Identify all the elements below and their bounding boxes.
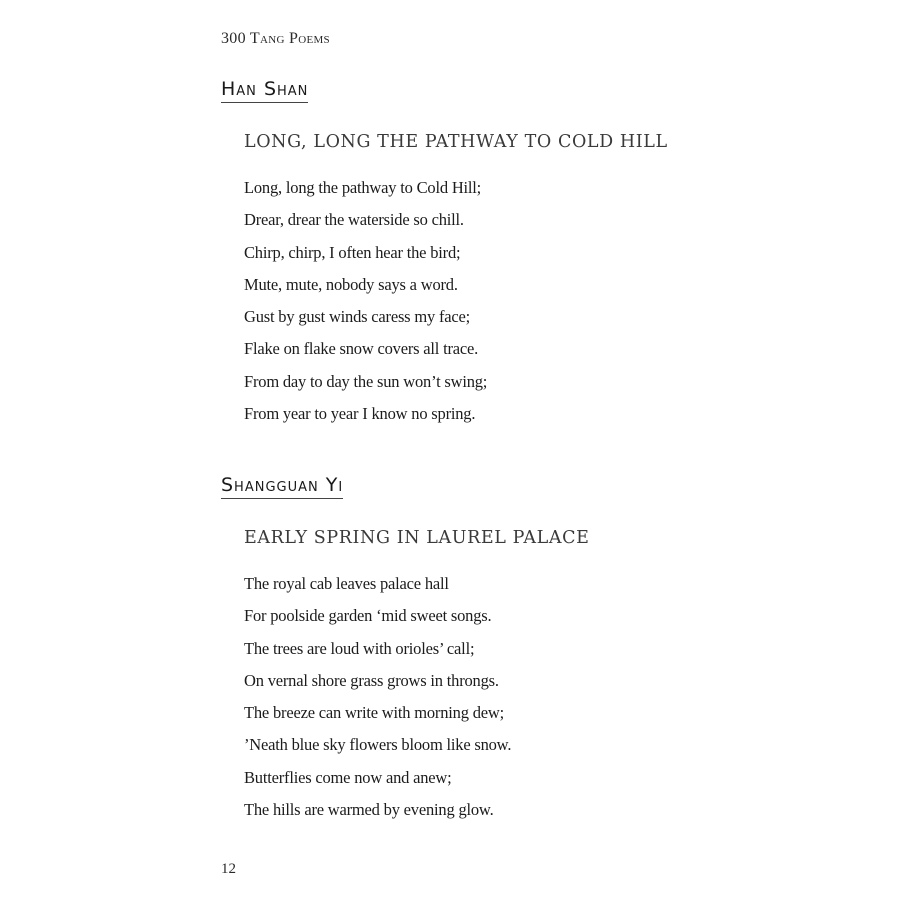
- poem-line: Gust by gust winds caress my face;: [244, 307, 470, 327]
- poet-name: Shangguan Yi: [221, 474, 343, 499]
- poem-line: Mute, mute, nobody says a word.: [244, 274, 458, 294]
- poem-line: Chirp, chirp, I often hear the bird;: [244, 242, 461, 262]
- poem-title: LONG, LONG THE PATHWAY TO COLD HILL: [244, 132, 668, 152]
- poem-lines: [244, 172, 821, 430]
- poem-line: Butterflies come now and anew;: [244, 767, 452, 787]
- poem-line: ’Neath blue sky flowers bloom like snow.: [244, 735, 512, 755]
- poem-line: The trees are loud with orioles’ call;: [244, 638, 475, 658]
- poem-line: The royal cab leaves palace hall: [244, 574, 449, 593]
- poem-line: The breeze can write with morning dew;: [244, 703, 504, 723]
- poem-line: On vernal shore grass grows in throngs.: [244, 670, 499, 690]
- poem-line: From year to year I know no spring.: [244, 404, 476, 424]
- page-number: 12: [221, 861, 236, 877]
- poem-line: Long, long the pathway to Cold Hill;: [244, 178, 482, 197]
- poem-section: [221, 78, 821, 430]
- poem-line: The hills are warmed by evening glow.: [244, 800, 494, 820]
- poem-line: For poolside garden ‘mid sweet songs.: [244, 606, 492, 626]
- poem-line: Flake on flake snow covers all trace.: [244, 339, 479, 359]
- poet-name: Han Shan: [221, 78, 308, 103]
- poem-title: EARLY SPRING IN LAUREL PALACE: [244, 528, 590, 548]
- running-head: 300 Tang Poems: [221, 30, 330, 47]
- poem-section: [221, 474, 821, 826]
- poem-line: From day to day the sun won’t swing;: [244, 371, 488, 391]
- poem-line: Drear, drear the waterside so chill.: [244, 210, 464, 230]
- poem-lines: [244, 568, 821, 826]
